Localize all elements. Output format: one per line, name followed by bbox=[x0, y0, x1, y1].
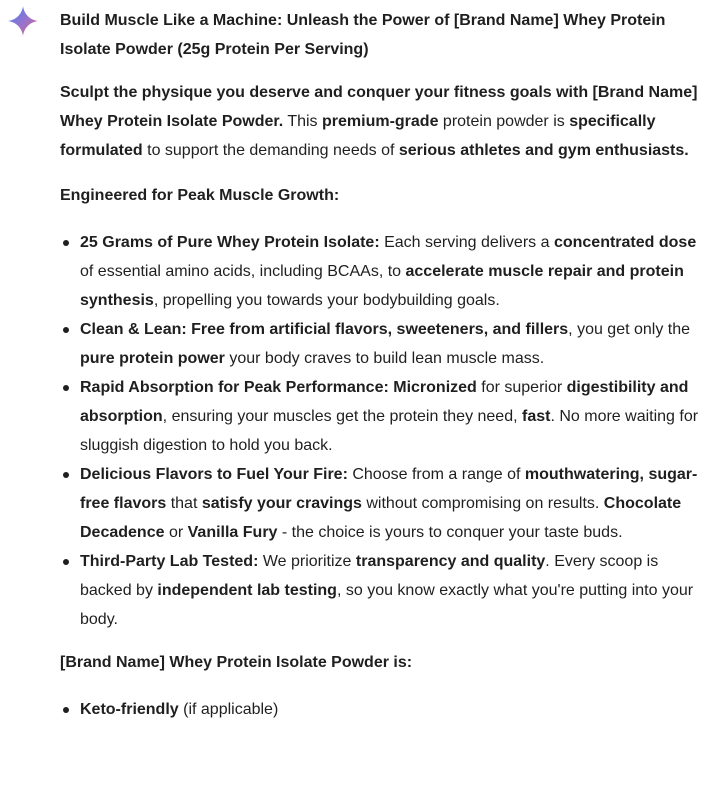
intro-bold-2: premium-grade bbox=[322, 113, 439, 130]
gemini-sparkle-icon bbox=[6, 4, 40, 38]
feature-text: that bbox=[166, 495, 202, 512]
feature-text: - the choice is yours to conquer your taste buds. bbox=[277, 524, 623, 541]
feature-bold: Chocolate Decadence bbox=[80, 495, 682, 541]
bullet-icon bbox=[63, 327, 69, 333]
feature-bold: Vanilla Fury bbox=[187, 524, 278, 541]
feature-bold: Rapid Absorption for Peak Performance: Micronized bbox=[80, 379, 477, 396]
feature-bold: fast bbox=[522, 408, 551, 425]
intro-bold-3: specifically formulated bbox=[60, 113, 656, 159]
feature-bold: concentrated dose bbox=[553, 234, 697, 251]
feature-text: , so you know exactly what you're putting into your body. bbox=[80, 582, 694, 628]
intro-bold-4: serious athletes and gym enthusiasts. bbox=[398, 142, 689, 159]
feature-bold: Delicious Flavors to Fuel Your Fire: bbox=[80, 466, 348, 483]
feature-text: for superior bbox=[476, 379, 567, 396]
feature-text: , propelling you towards your bodybuilding goals. bbox=[153, 292, 500, 309]
list-item bbox=[60, 228, 710, 315]
feature-bold: accelerate muscle repair and protein synthesis bbox=[80, 263, 684, 309]
attribute-list bbox=[60, 695, 710, 724]
feature-bold: independent lab testing bbox=[157, 582, 337, 599]
feature-text: , ensuring your muscles get the protein they need, bbox=[162, 408, 522, 425]
intro-text-2: protein powder is bbox=[438, 113, 570, 130]
feature-bold: pure protein power bbox=[80, 350, 225, 367]
feature-bold: 25 Grams of Pure Whey Protein Isolate: bbox=[80, 234, 380, 251]
feature-text: Choose from a range of bbox=[347, 466, 525, 483]
intro-text-1: This bbox=[283, 113, 322, 130]
feature-text: or bbox=[164, 524, 188, 541]
attributes-heading: [Brand Name] Whey Protein Isolate Powder is: bbox=[60, 654, 413, 671]
feature-text: without compromising on results. bbox=[361, 495, 604, 512]
feature-bold: transparency and quality bbox=[355, 553, 546, 570]
feature-text: Each serving delivers a bbox=[379, 234, 554, 251]
response-title: Build Muscle Like a Machine: Unleash the Power of [Brand Name] Whey Protein Isolate Powder (25g Protein Per Serving) bbox=[60, 12, 666, 58]
bullet-icon bbox=[63, 240, 69, 246]
feature-list bbox=[60, 228, 710, 634]
list-item bbox=[60, 695, 710, 724]
feature-bold: mouthwatering, sugar-free flavors bbox=[80, 466, 698, 512]
feature-text: We prioritize bbox=[258, 553, 356, 570]
list-item bbox=[60, 315, 710, 373]
list-item bbox=[60, 373, 710, 460]
feature-text: , you get only the bbox=[568, 321, 691, 338]
feature-bold: Clean & Lean: Free from artificial flavors, sweeteners, and fillers bbox=[80, 321, 569, 338]
intro-text-3: to support the demanding needs of bbox=[142, 142, 399, 159]
intro-bold-1: Sculpt the physique you deserve and conquer your fitness goals with [Brand Name] Whey Protein Isolate Powder. bbox=[60, 84, 698, 130]
section-heading: Engineered for Peak Muscle Growth: bbox=[60, 187, 340, 204]
bullet-icon bbox=[63, 472, 69, 478]
bullet-icon bbox=[63, 559, 69, 565]
list-item bbox=[60, 547, 710, 634]
feature-bold: satisfy your cravings bbox=[201, 495, 362, 512]
bullet-icon bbox=[63, 707, 69, 713]
intro-paragraph bbox=[60, 78, 710, 165]
feature-bold: digestibility and absorption bbox=[80, 379, 689, 425]
feature-text: . No more waiting for sluggish digestion to hold you back. bbox=[80, 408, 699, 454]
bullet-icon bbox=[63, 385, 69, 391]
list-item bbox=[60, 460, 710, 547]
feature-text: of essential amino acids, including BCAAs, to bbox=[80, 263, 406, 280]
attribute-bold: Keto-friendly bbox=[80, 701, 179, 718]
attribute-text: (if applicable) bbox=[178, 701, 279, 718]
response-body bbox=[60, 6, 710, 724]
feature-bold: Third-Party Lab Tested: bbox=[80, 553, 259, 570]
feature-text: . Every scoop is backed by bbox=[80, 553, 659, 599]
feature-text: your body craves to build lean muscle mass. bbox=[224, 350, 545, 367]
